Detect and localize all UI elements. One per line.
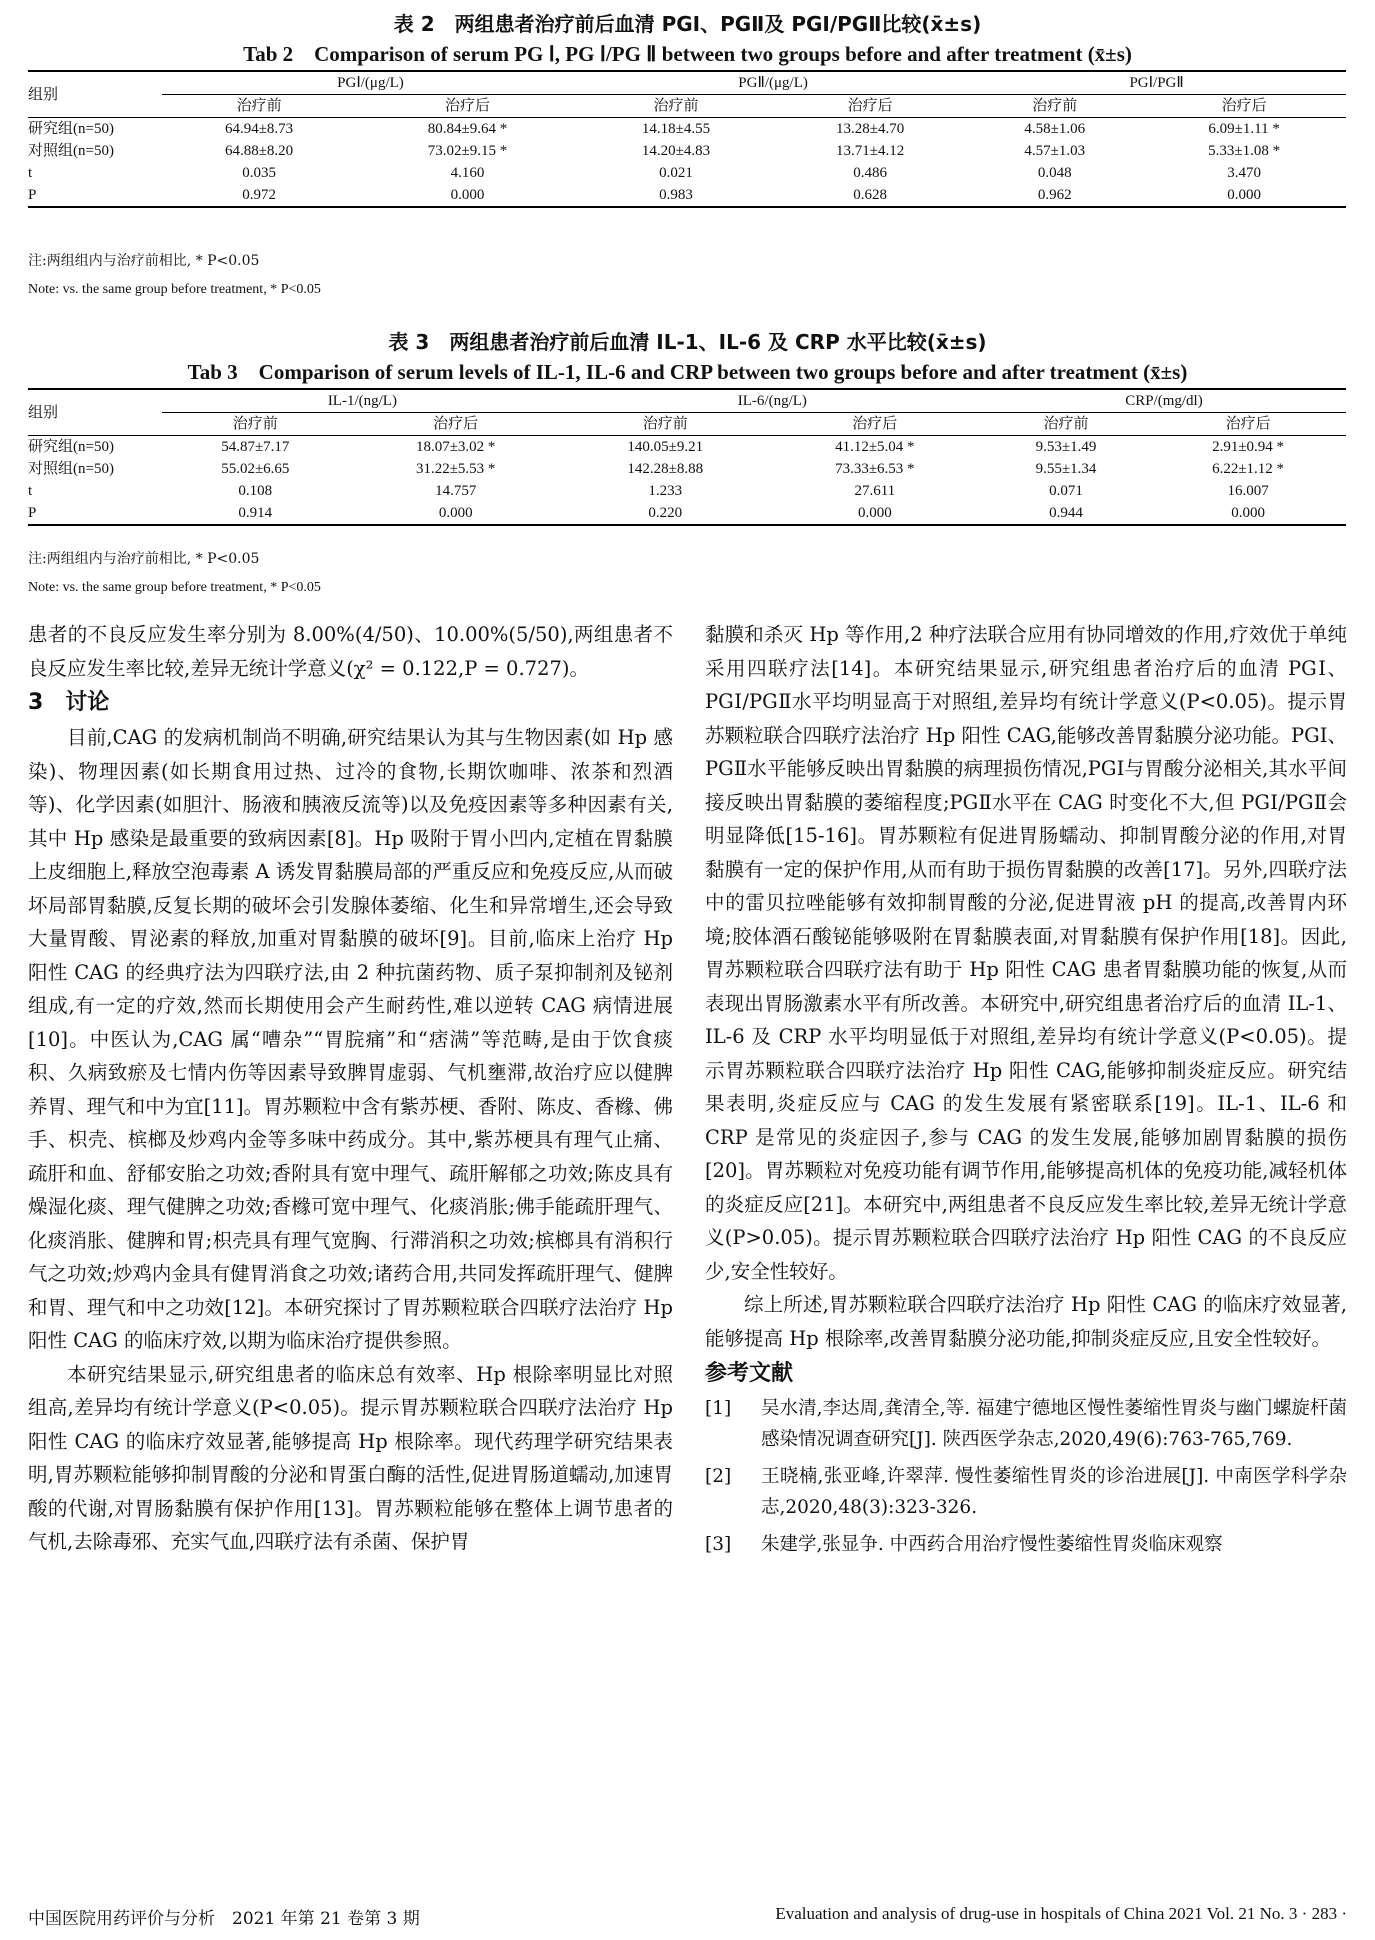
table-cell: 64.94±8.73 <box>224 121 294 137</box>
reference-number: [2] <box>705 1466 732 1487</box>
row-label: 对照组(n=50) <box>28 461 114 477</box>
table-cell: 55.02±6.65 <box>221 461 290 477</box>
row-label: 对照组(n=50) <box>28 143 114 159</box>
table-cell: 142.28±8.88 <box>627 461 704 477</box>
table-row <box>28 184 1346 207</box>
left-column <box>28 618 673 1559</box>
table-cell: 0.962 <box>967 184 1142 207</box>
subheader-cell: 治疗后 <box>349 413 563 436</box>
paragraph-conclusion: 综上所述,胃苏颗粒联合四联疗法治疗 Hp 阳性 CAG 的临床疗效显著,能够提高 Hp 根除率,改善胃黏膜分泌功能,抑制炎症反应,且安全性较好。 <box>705 1293 1347 1350</box>
table-cell: 80.84±9.64 * <box>427 121 508 137</box>
table-cell: 31.22±5.53 * <box>415 461 496 477</box>
table-cell: 9.53±1.49 <box>1035 439 1097 455</box>
table-subheader-row <box>28 413 1346 436</box>
reference-item <box>705 1529 1347 1560</box>
table-cell: 0.944 <box>982 502 1150 525</box>
row-label: 研究组(n=50) <box>28 439 114 455</box>
table-cell: 4.58±1.06 <box>1024 121 1086 137</box>
table-cell: 41.12±5.04 * <box>835 439 915 455</box>
table-cell: 0.000 <box>349 502 563 525</box>
group-label: 组别 <box>28 71 162 118</box>
reference-list <box>705 1393 1347 1560</box>
table-cell: 0.108 <box>238 483 273 499</box>
table-row <box>28 480 1346 502</box>
table-cell: 0.914 <box>162 502 349 525</box>
table-cell: 6.09±1.11 * <box>1208 121 1280 137</box>
table-cell: 1.233 <box>648 483 683 499</box>
table-cell: 0.035 <box>242 165 276 181</box>
row-label: t <box>28 165 33 181</box>
row-label: P <box>28 184 162 207</box>
reference-text: 吴水清,李达周,龚清全,等. 福建宁德地区慢性萎缩性胃炎与幽门螺旋杆菌感染情况调查研究[J]. 陕西医学杂志,2020,49(6):763-765,769. <box>761 1398 1347 1450</box>
paragraph-discussion-1: 目前,CAG 的发病机制尚不明确,研究结果认为其与生物因素(如 Hp 感染)、物理因素(如长期食用过热、过冷的食物,长期饮咖啡、浓茶和烈酒等)、化学因素(如胆汁、肠液和胰液反流等)以及免疫因素等多种因素有关,其中 Hp 感染是最重要的致病因素[8]。Hp 吸附于胃小凹内,定植在胃黏膜上皮细胞上,释放空泡毒素 A 诱发胃黏膜局部的严重反应和免疫反应,从而破坏局部胃黏膜,反复长期的破坏会引发腺体萎缩、化生和异常增生,还会导致大量胃酸、胃泌素的释放,加重对胃黏膜的破坏[9]。目前,临床上治疗 Hp 阳性 CAG 的经典疗法为四联疗法,由 2 种抗菌药物、质子泵抑制剂及铋剂组成,有一定的疗效,然而长期使用会产生耐药性,难以逆转 CAG 病情进展[10]。中医认为,CAG 属“嘈杂”“胃脘痛”和“痞满”等范畴,是由于饮食痰积、久病致瘀及七情内伤等因素导致脾胃虚弱、气机壅滞,故治疗应以健脾养胃、理气和中为宜[11]。胃苏颗粒中含有紫苏梗、香附、陈皮、香橼、佛手、枳壳、槟榔及炒鸡内金等多味中药成分。其中,紫苏梗具有理气止痛、疏肝和血、舒郁安胎之功效;香附具有宽中理气、疏肝解郁之功效;陈皮具有燥湿化痰、理气健脾之功效;香橼可宽中理气、化痰消胀;佛手能疏肝理气、化痰消胀、健脾和胃;枳壳具有理气宽胸、行滞消积之功效;槟榔具有消积行气之功效;炒鸡内金具有健胃消食之功效;诸药合用,共同发挥疏肝理气、健脾和胃、理气和中之功效[12]。本研究探讨了胃苏颗粒联合四联疗法治疗 Hp 阳性 CAG 的临床疗效,以期为临床治疗提供参照。 <box>28 726 673 1352</box>
row-label: 研究组(n=50) <box>28 121 114 137</box>
table3-note-en: Note: vs. the same group before treatment, * P<0.05 <box>28 580 321 595</box>
group-header: CRP/(mg/dl) <box>982 389 1346 413</box>
table-cell: 18.07±3.02 * <box>415 439 496 455</box>
table-cell: 0.000 <box>1150 502 1346 525</box>
group-header: PGⅠ/PGⅡ <box>967 71 1346 95</box>
table-row <box>28 436 1346 459</box>
subheader-cell: 治疗后 <box>356 95 579 118</box>
table-cell: 73.33±6.53 * <box>835 461 915 477</box>
row-label: t <box>28 483 33 499</box>
reference-item <box>705 1461 1347 1523</box>
table-group-header-row <box>28 389 1346 413</box>
table-cell: 9.55±1.34 <box>1035 461 1097 477</box>
table-cell: 54.87±7.17 <box>221 439 290 455</box>
table-cell: 13.28±4.70 <box>836 121 905 137</box>
table3-note-cn: 注:两组组内与治疗前相比, * P<0.05 <box>28 551 260 567</box>
subheader-cell: 治疗前 <box>162 95 356 118</box>
table-cell: 0.972 <box>162 184 356 207</box>
table-cell: 0.000 <box>1142 184 1346 207</box>
table-cell: 73.02±9.15 * <box>427 143 508 159</box>
table2 <box>28 70 1346 208</box>
table-cell: 0.000 <box>768 502 982 525</box>
table-cell: 14.18±4.55 <box>641 121 711 137</box>
paragraph-adverse-reactions: 患者的不良反应发生率分别为 8.00%(4/50)、10.00%(5/50),两组患者不良反应发生率比较,差异无统计学意义(χ² = 0.122,P = 0.727)。 <box>28 623 673 680</box>
table-cell: 0.021 <box>659 165 693 181</box>
paragraph-discussion-2: 本研究结果显示,研究组患者的临床总有效率、Hp 根除率明显比对照组高,差异均有统计学意义(P<0.05)。提示胃苏颗粒联合四联疗法治疗 Hp 阳性 CAG 的临床疗效显著,能够提高 Hp 根除率。现代药理学研究结果表明,胃苏颗粒能够抑制胃酸的分泌和胃蛋白酶的活性,促进胃肠道蠕动,加速胃酸的代谢,对胃肠黏膜有保护作用[13]。胃苏颗粒能够在整体上调节患者的气机,去除毒邪、充实气血,四联疗法有杀菌、保护胃 <box>28 1362 673 1553</box>
group-header: PGⅠ/(μg/L) <box>162 71 579 95</box>
table-cell: 0.628 <box>773 184 967 207</box>
table-subheader-row <box>28 95 1346 118</box>
right-column <box>705 618 1347 1566</box>
table-cell: 0.983 <box>579 184 773 207</box>
group-header: PGⅡ/(μg/L) <box>579 71 967 95</box>
reference-text: 朱建学,张显争. 中西药合用治疗慢性萎缩性胃炎临床观察 <box>761 1534 1223 1555</box>
subheader-cell: 治疗后 <box>1150 413 1346 436</box>
subheader-cell: 治疗后 <box>773 95 967 118</box>
table-row <box>28 140 1346 162</box>
table-cell: 5.33±1.08 * <box>1208 143 1281 159</box>
table-cell: 27.611 <box>854 483 896 499</box>
table-row <box>28 502 1346 525</box>
table-group-header-row <box>28 71 1346 95</box>
table-cell: 2.91±0.94 * <box>1212 439 1285 455</box>
reference-number: [3] <box>705 1534 732 1555</box>
reference-text: 王晓楠,张亚峰,许翠萍. 慢性萎缩性胃炎的诊治进展[J]. 中南医学科学杂志,2020,48(3):323-326. <box>761 1466 1347 1518</box>
footer-journal-en: Evaluation and analysis of drug-use in hospitals of China 2021 Vol. 21 No. 3 · 283 · <box>775 1904 1347 1923</box>
table-cell: 4.57±1.03 <box>1024 143 1086 159</box>
reference-number: [1] <box>705 1398 732 1419</box>
paragraph-discussion-3: 黏膜和杀灭 Hp 等作用,2 种疗法联合应用有协同增效的作用,疗效优于单纯采用四联疗法[14]。本研究结果显示,研究组患者治疗后的血清 PGⅠ、PGⅠ/PGⅡ水平均明显高于对照组,差异均有统计学意义(P<0.05)。提示胃苏颗粒联合四联疗法治疗 Hp 阳性 CAG,能够改善胃黏膜分泌功能。PGⅠ、PGⅡ水平能够反映出胃黏膜的病理损伤情况,PGⅠ与胃酸分泌相关,其水平间接反映出胃黏膜的萎缩程度;PGⅡ水平在 CAG 时变化不大,但 PGⅠ/PGⅡ会明显降低[15-16]。胃苏颗粒有促进胃肠蠕动、抑制胃酸分泌的作用,对胃黏膜有一定的保护作用,从而有助于损伤胃黏膜的改善[17]。另外,四联疗法中的雷贝拉唑能够有效抑制胃酸的分泌,促进胃液 pH 的提高,改善胃内环境;胶体酒石酸铋能够吸附在胃黏膜表面,对胃黏膜有保护作用[18]。因此,胃苏颗粒联合四联疗法有助于 Hp 阳性 CAG 患者胃黏膜功能的恢复,从而表现出胃肠激素水平有所改善。本研究中,研究组患者治疗后的血清 IL-1、IL-6 及 CRP 水平均明显低于对照组,差异均有统计学意义(P<0.05)。提示胃苏颗粒联合四联疗法治疗 Hp 阳性 CAG,能够抑制炎症反应。研究结果表明,炎症反应与 CAG 的发生发展有紧密联系[19]。IL-1、IL-6 和 CRP 是常见的炎症因子,参与 CAG 的发生发展,能够加剧胃黏膜的损伤[20]。胃苏颗粒对免疫功能有调节作用,能够提高机体的免疫功能,减轻机体的炎症反应[21]。本研究中,两组患者不良反应发生率比较,差异无统计学意义(P>0.05)。提示胃苏颗粒联合四联疗法治疗 Hp 阳性 CAG 的不良反应少,安全性较好。 <box>705 623 1347 1283</box>
table-cell: 0.048 <box>1037 165 1072 181</box>
table3 <box>28 388 1346 526</box>
subheader-cell: 治疗前 <box>579 95 773 118</box>
reference-item <box>705 1393 1347 1455</box>
table-cell: 6.22±1.12 * <box>1212 461 1285 477</box>
table3-caption-cn: 表 3 两组患者治疗前后血清 IL-1、IL-6 及 CRP 水平比较(x̄±s) <box>388 330 987 354</box>
table-row <box>28 458 1346 480</box>
table-cell: 140.05±9.21 <box>627 439 704 455</box>
table-cell: 14.757 <box>435 483 477 499</box>
group-header: IL-6/(ng/L) <box>563 389 982 413</box>
subheader-cell: 治疗前 <box>982 413 1150 436</box>
group-header: IL-1/(ng/L) <box>162 389 563 413</box>
table2-caption-en: Tab 2 Comparison of serum PG Ⅰ, PG Ⅰ/PG Ⅱ between two groups before and after treatment (x̄±s) <box>243 42 1132 66</box>
footer-journal-cn: 中国医院用药评价与分析 2021 年第 21 卷第 3 期 <box>28 1909 420 1929</box>
table3-caption-en: Tab 3 Comparison of serum levels of IL-1, IL-6 and CRP between two groups before and after treatment (x̄±s) <box>187 360 1188 384</box>
table-row <box>28 162 1346 184</box>
table2-caption-cn: 表 2 两组患者治疗前后血清 PGⅠ、PGⅡ及 PGⅠ/PGⅡ比较(x̄±s) <box>393 12 982 36</box>
group-label: 组别 <box>28 389 162 436</box>
table-cell: 4.160 <box>450 165 485 181</box>
table2-note-en: Note: vs. the same group before treatment, * P<0.05 <box>28 282 321 297</box>
table-cell: 3.470 <box>1227 165 1261 181</box>
subheader-cell: 治疗前 <box>563 413 768 436</box>
references-heading: 参考文献 <box>705 1361 794 1386</box>
table-cell: 64.88±8.20 <box>224 143 294 159</box>
table2-note-cn: 注:两组组内与治疗前相比, * P<0.05 <box>28 253 260 269</box>
subheader-cell: 治疗前 <box>967 95 1142 118</box>
table-cell: 0.071 <box>1049 483 1083 499</box>
section-heading-discussion: 3 讨论 <box>28 690 110 715</box>
subheader-cell: 治疗前 <box>162 413 349 436</box>
table-cell: 0.000 <box>356 184 579 207</box>
subheader-cell: 治疗后 <box>1142 95 1346 118</box>
table-cell: 0.220 <box>563 502 768 525</box>
row-label: P <box>28 502 162 525</box>
table-cell: 14.20±4.83 <box>641 143 711 159</box>
subheader-cell: 治疗后 <box>768 413 982 436</box>
table-cell: 13.71±4.12 <box>836 143 905 159</box>
table-row <box>28 118 1346 141</box>
table-cell: 16.007 <box>1227 483 1269 499</box>
table-cell: 0.486 <box>853 165 888 181</box>
